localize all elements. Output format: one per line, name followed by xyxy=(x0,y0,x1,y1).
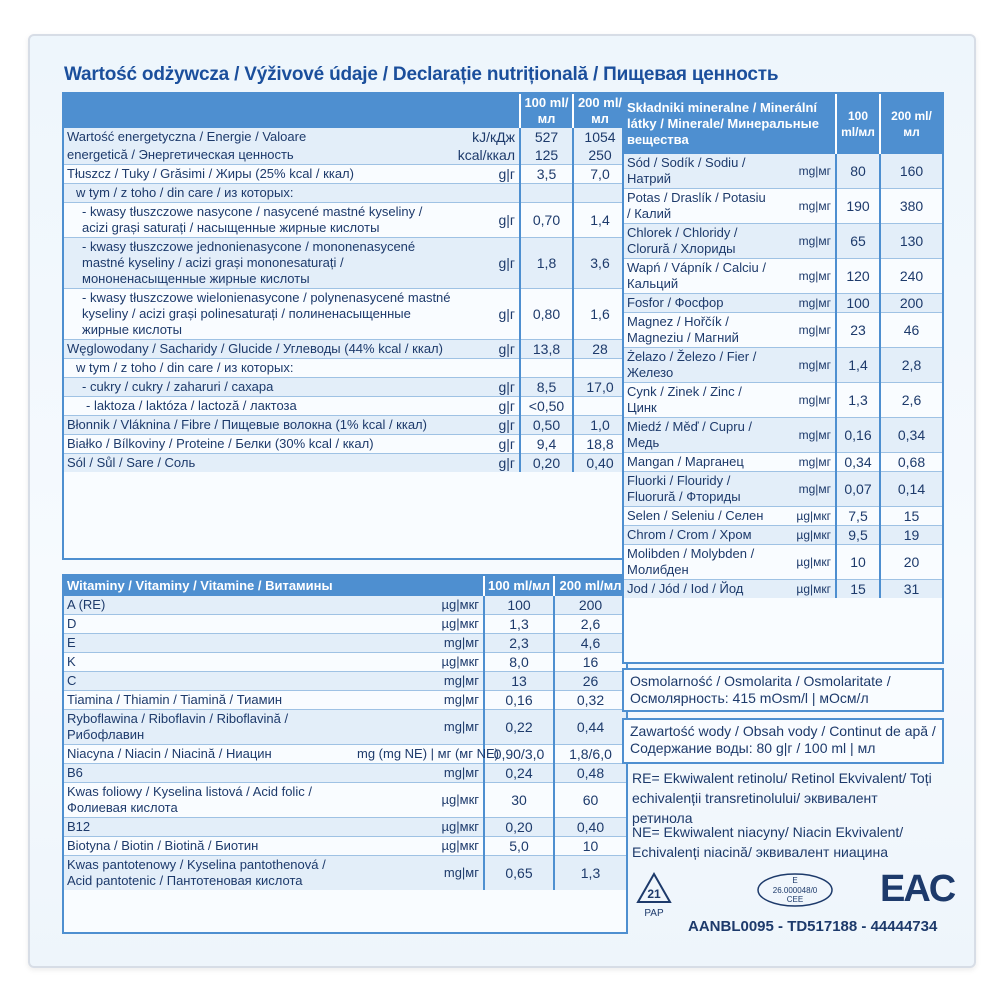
vitamin-label: Kwas foliowy / Kyselina listová / Acid folic / Фолиевая кислота xyxy=(64,783,354,818)
minerals-col1-header: 100 ml/мл xyxy=(836,94,880,154)
mineral-value-200ml: 130 xyxy=(880,224,942,259)
nutrition-value-100ml xyxy=(520,184,573,203)
mineral-value-200ml: 0,14 xyxy=(880,472,942,507)
nutrition-unit: kJ/кДж xyxy=(454,128,520,146)
vitamin-row xyxy=(64,634,626,653)
mineral-value-100ml: 1,3 xyxy=(836,383,880,418)
nutrition-value-200ml: 18,8 xyxy=(573,435,626,454)
mineral-row xyxy=(624,348,942,383)
nutrition-header-unit-blank xyxy=(454,94,520,128)
nutrition-value-100ml: 13,8 xyxy=(520,340,573,359)
nutrition-value-200ml: 17,0 xyxy=(573,378,626,397)
vitamin-value-100ml: 0,22 xyxy=(484,710,554,745)
mineral-value-200ml: 160 xyxy=(880,154,942,189)
vitamin-label: Niacyna / Niacin / Niacină / Ниацин xyxy=(64,745,354,764)
water-line2: Содержание воды: 80 g|г / 100 ml | мл xyxy=(630,740,876,756)
mineral-label: Magnez / Hořčík / Magneziu / Магний xyxy=(624,313,774,348)
vitamin-value-200ml: 0,32 xyxy=(554,691,626,710)
nutrition-value-200ml xyxy=(573,359,626,378)
vitamin-value-200ml: 16 xyxy=(554,653,626,672)
mineral-value-200ml: 31 xyxy=(880,580,942,599)
e-mark-bottom: CEE xyxy=(786,895,804,904)
mineral-row xyxy=(624,224,942,259)
nutrition-row xyxy=(64,397,626,416)
vitamin-unit: mg|мг xyxy=(354,691,484,710)
vitamin-row xyxy=(64,856,626,891)
nutrition-row xyxy=(64,146,626,165)
mineral-label: Chlorek / Chloridy / Clorură / Хлориды xyxy=(624,224,774,259)
vitamin-value-100ml: 0,16 xyxy=(484,691,554,710)
mineral-row xyxy=(624,418,942,453)
mineral-label: Potas / Draslík / Potasiu / Калий xyxy=(624,189,774,224)
nutrition-label: - cukry / cukry / zaharuri / сахара xyxy=(64,378,454,397)
nutrition-col1-header: 100 ml/мл xyxy=(520,94,573,128)
nutrition-unit: kcal/ккал xyxy=(454,146,520,165)
vitamin-value-200ml: 200 xyxy=(554,596,626,615)
mineral-value-200ml: 15 xyxy=(880,507,942,526)
nutrition-label: - kwasy tłuszczowe wielonienasycone / polynenasycené mastné kyseliny / acizi grași polinesaturați / полиненасыщенные жирные кислоты xyxy=(64,289,454,340)
vitamin-label: K xyxy=(64,653,354,672)
mineral-label: Mangan / Марганец xyxy=(624,453,774,472)
mineral-row xyxy=(624,383,942,418)
nutrition-header-blank xyxy=(64,94,454,128)
mineral-label: Molibden / Molybden / Молибден xyxy=(624,545,774,580)
minerals-header-row xyxy=(624,94,942,154)
vitamin-unit: µg|мкг xyxy=(354,783,484,818)
nutrition-value-100ml: 0,50 xyxy=(520,416,573,435)
vitamin-unit: mg|мг xyxy=(354,856,484,891)
vitamin-row xyxy=(64,710,626,745)
vitamin-value-200ml: 1,8/6,0 xyxy=(554,745,626,764)
nutrition-row xyxy=(64,416,626,435)
mineral-row xyxy=(624,313,942,348)
mineral-unit: µg|мкг xyxy=(774,526,836,545)
mineral-label: Selen / Seleniu / Селен xyxy=(624,507,774,526)
nutrition-panel xyxy=(62,92,628,560)
nutrition-unit xyxy=(454,359,520,378)
vitamin-row xyxy=(64,837,626,856)
nutrition-value-100ml: 1,8 xyxy=(520,238,573,289)
vitamin-label: A (RE) xyxy=(64,596,354,615)
mineral-row xyxy=(624,507,942,526)
mineral-row xyxy=(624,189,942,224)
nutrition-row xyxy=(64,203,626,238)
e-mark-icon xyxy=(756,872,834,908)
vitamin-label: B12 xyxy=(64,818,354,837)
nutrition-row xyxy=(64,378,626,397)
vitamin-row xyxy=(64,672,626,691)
nutrition-value-200ml: 250 xyxy=(573,146,626,165)
vitamin-value-200ml: 1,3 xyxy=(554,856,626,891)
vitamins-col2-header: 200 ml/мл xyxy=(554,576,626,596)
vitamin-value-200ml: 2,6 xyxy=(554,615,626,634)
mineral-value-100ml: 0,16 xyxy=(836,418,880,453)
mineral-label: Cynk / Zinek / Zinc / Цинк xyxy=(624,383,774,418)
mineral-value-200ml: 0,68 xyxy=(880,453,942,472)
nutrition-label: w tym / z toho / din care / из которых: xyxy=(64,184,454,203)
vitamin-value-100ml: 1,3 xyxy=(484,615,554,634)
nutrition-unit: g|г xyxy=(454,238,520,289)
mineral-value-200ml: 380 xyxy=(880,189,942,224)
vitamin-value-100ml: 100 xyxy=(484,596,554,615)
vitamin-unit: µg|мкг xyxy=(354,596,484,615)
vitamin-value-100ml: 2,3 xyxy=(484,634,554,653)
vitamin-value-100ml: 0,90/3,0 xyxy=(484,745,554,764)
mineral-unit: mg|мг xyxy=(774,472,836,507)
vitamin-label: B6 xyxy=(64,764,354,783)
nutrition-label: Tłuszcz / Tuky / Grăsimi / Жиры (25% kcal / ккал) xyxy=(64,165,454,184)
vitamin-label: Biotyna / Biotin / Biotină / Биотин xyxy=(64,837,354,856)
mineral-row xyxy=(624,154,942,189)
vitamin-label: Ryboflawina / Riboflavin / Riboflavină / Рибофлавин xyxy=(64,710,354,745)
vitamin-unit: mg|мг xyxy=(354,634,484,653)
eac-logo: EAC xyxy=(880,868,955,910)
vitamin-value-200ml: 26 xyxy=(554,672,626,691)
mineral-value-100ml: 80 xyxy=(836,154,880,189)
vitamin-row xyxy=(64,653,626,672)
nutrition-row xyxy=(64,340,626,359)
vitamin-value-100ml: 30 xyxy=(484,783,554,818)
mineral-value-100ml: 0,07 xyxy=(836,472,880,507)
vitamin-unit: mg|мг xyxy=(354,710,484,745)
mineral-value-100ml: 10 xyxy=(836,545,880,580)
mineral-unit: mg|мг xyxy=(774,383,836,418)
recycle-icon xyxy=(634,870,674,920)
nutrition-value-200ml: 1,4 xyxy=(573,203,626,238)
nutrition-label: energetică / Энергетическая ценность xyxy=(64,146,454,165)
minerals-table xyxy=(624,94,942,598)
nutrition-unit: g|г xyxy=(454,378,520,397)
mineral-unit: mg|мг xyxy=(774,453,836,472)
mineral-unit: mg|мг xyxy=(774,313,836,348)
mineral-unit: mg|мг xyxy=(774,259,836,294)
nutrition-label: - kwasy tłuszczowe jednonienasycone / mononenasycené mastné kyseliny / acizi grași mononesaturați / мононенасыщенные жирные кислоты xyxy=(64,238,454,289)
nutrition-label: - kwasy tłuszczowe nasycone / nasycené mastné kyseliny / acizi grași saturați / насыщенные жирные кислоты xyxy=(64,203,454,238)
vitamin-value-200ml: 0,48 xyxy=(554,764,626,783)
vitamin-row xyxy=(64,764,626,783)
nutrition-label: Białko / Bílkoviny / Proteine / Белки (30% kcal / ккал) xyxy=(64,435,454,454)
osmolarity-line2: Осмолярность: 415 mOsm/l | мОсм/л xyxy=(630,690,869,706)
nutrition-row xyxy=(64,435,626,454)
nutrition-unit: g|г xyxy=(454,289,520,340)
vitamin-unit: µg|мкг xyxy=(354,837,484,856)
vitamin-row xyxy=(64,615,626,634)
mineral-value-100ml: 100 xyxy=(836,294,880,313)
nutrition-unit: g|г xyxy=(454,203,520,238)
nutrition-unit: g|г xyxy=(454,454,520,473)
nutrition-col2-header: 200 ml/мл xyxy=(573,94,626,128)
mineral-label: Żelazo / Železo / Fier / Железо xyxy=(624,348,774,383)
mineral-value-100ml: 0,34 xyxy=(836,453,880,472)
nutrition-value-200ml: 0,40 xyxy=(573,454,626,473)
nutrition-value-200ml xyxy=(573,397,626,416)
mineral-unit: µg|мкг xyxy=(774,545,836,580)
mineral-value-100ml: 190 xyxy=(836,189,880,224)
mineral-label: Sód / Sodík / Sodiu / Натрий xyxy=(624,154,774,189)
vitamin-label: D xyxy=(64,615,354,634)
mineral-unit: mg|мг xyxy=(774,224,836,259)
re-note: RE= Ekwiwalent retinolu/ Retinol Ekvivalent/ Toți echivalenții transretinolului/ эквивалент ретинола xyxy=(632,770,932,826)
vitamin-unit: µg|мкг xyxy=(354,653,484,672)
nutrition-label: Błonnik / Vláknina / Fibre / Пищевые волокна (1% kcal / ккал) xyxy=(64,416,454,435)
nutrition-value-100ml: 527 xyxy=(520,128,573,146)
mineral-row xyxy=(624,545,942,580)
vitamin-row xyxy=(64,596,626,615)
recycle-label: PAP xyxy=(644,908,664,919)
mineral-row xyxy=(624,294,942,313)
vitamins-table xyxy=(64,576,626,890)
mineral-label: Fluorki / Flouridy / Fluorură / Фториды xyxy=(624,472,774,507)
nutrition-table xyxy=(64,94,626,472)
vitamin-value-200ml: 10 xyxy=(554,837,626,856)
nutrition-value-200ml: 1,0 xyxy=(573,416,626,435)
vitamin-value-200ml: 4,6 xyxy=(554,634,626,653)
vitamins-header-row xyxy=(64,576,626,596)
mineral-value-200ml: 2,8 xyxy=(880,348,942,383)
vitamin-value-100ml: 0,65 xyxy=(484,856,554,891)
nutrition-value-100ml xyxy=(520,359,573,378)
vitamins-panel xyxy=(62,574,628,934)
mineral-unit: mg|мг xyxy=(774,154,836,189)
vitamin-value-200ml: 0,44 xyxy=(554,710,626,745)
nutrition-value-200ml: 7,0 xyxy=(573,165,626,184)
nutrition-unit: g|г xyxy=(454,416,520,435)
vitamin-row xyxy=(64,818,626,837)
nutrition-unit xyxy=(454,184,520,203)
mineral-value-100ml: 9,5 xyxy=(836,526,880,545)
nutrition-row xyxy=(64,359,626,378)
vitamin-unit: mg (mg NE) | мг (мг NE) xyxy=(354,745,484,764)
nutrition-row xyxy=(64,289,626,340)
mineral-label: Fosfor / Фосфор xyxy=(624,294,774,313)
vitamin-value-100ml: 13 xyxy=(484,672,554,691)
mineral-value-200ml: 2,6 xyxy=(880,383,942,418)
vitamin-unit: mg|мг xyxy=(354,672,484,691)
vitamin-row xyxy=(64,745,626,764)
vitamin-label: Tiamina / Thiamin / Tiamină / Тиамин xyxy=(64,691,354,710)
mineral-row xyxy=(624,472,942,507)
mineral-row xyxy=(624,526,942,545)
mineral-unit: mg|мг xyxy=(774,418,836,453)
e-mark-top: E xyxy=(792,876,798,885)
vitamin-label: Kwas pantotenowy / Kyselina pantothenová / Acid pantotenic / Пантотеновая кислота xyxy=(64,856,354,891)
recycle-number: 21 xyxy=(647,887,661,901)
mineral-value-200ml: 240 xyxy=(880,259,942,294)
vitamin-value-100ml: 0,24 xyxy=(484,764,554,783)
vitamins-header: Witaminy / Vitaminy / Vitamine / Витамины xyxy=(64,576,484,596)
mineral-value-100ml: 1,4 xyxy=(836,348,880,383)
mineral-row xyxy=(624,259,942,294)
vitamin-unit: µg|мкг xyxy=(354,615,484,634)
nutrition-value-100ml: 0,70 xyxy=(520,203,573,238)
nutrition-unit: g|г xyxy=(454,397,520,416)
nutrition-value-200ml xyxy=(573,184,626,203)
mineral-unit: mg|мг xyxy=(774,189,836,224)
vitamin-label: C xyxy=(64,672,354,691)
nutrition-label: Węglowodany / Sacharidy / Glucide / Углеводы (44% kcal / ккал) xyxy=(64,340,454,359)
nutrition-label: Sól / Sůl / Sare / Соль xyxy=(64,454,454,473)
vitamin-label: E xyxy=(64,634,354,653)
mineral-value-200ml: 19 xyxy=(880,526,942,545)
mineral-value-100ml: 120 xyxy=(836,259,880,294)
nutrition-row xyxy=(64,128,626,146)
minerals-panel xyxy=(622,92,944,664)
nutrition-unit: g|г xyxy=(454,165,520,184)
nutrition-row xyxy=(64,238,626,289)
nutrition-value-100ml: 0,20 xyxy=(520,454,573,473)
nutrition-value-100ml: 0,80 xyxy=(520,289,573,340)
nutrition-value-200ml: 28 xyxy=(573,340,626,359)
mineral-unit: µg|мкг xyxy=(774,507,836,526)
vitamin-value-200ml: 0,40 xyxy=(554,818,626,837)
vitamin-row xyxy=(64,691,626,710)
mineral-label: Chrom / Crom / Хром xyxy=(624,526,774,545)
mineral-label: Jod / Jód / Iod / Йод xyxy=(624,580,774,599)
nutrition-label: - laktoza / laktóza / lactoză / лактоза xyxy=(64,397,454,416)
water-line1: Zawartość wody / Obsah vody / Continut de apă / xyxy=(630,723,936,739)
mineral-value-100ml: 23 xyxy=(836,313,880,348)
nutrition-label: Wartość energetyczna / Energie / Valoare xyxy=(64,128,454,146)
nutrition-row xyxy=(64,184,626,203)
mineral-value-100ml: 7,5 xyxy=(836,507,880,526)
mineral-value-200ml: 20 xyxy=(880,545,942,580)
mineral-value-200ml: 46 xyxy=(880,313,942,348)
minerals-header: Składniki mineralne / Minerální látky / Minerale/ Минеральные вещества xyxy=(624,94,836,154)
minerals-col2-header: 200 ml/мл xyxy=(880,94,942,154)
mineral-value-100ml: 65 xyxy=(836,224,880,259)
vitamin-unit: mg|мг xyxy=(354,764,484,783)
product-code: AANBL0095 - TD517188 - 44444734 xyxy=(688,918,938,935)
osmolarity-line1: Osmolarność / Osmolarita / Osmolaritate / xyxy=(630,673,891,689)
water-box xyxy=(622,718,944,764)
nutrition-value-100ml: 8,5 xyxy=(520,378,573,397)
nutrition-value-100ml: <0,50 xyxy=(520,397,573,416)
vitamin-value-200ml: 60 xyxy=(554,783,626,818)
vitamin-row xyxy=(64,783,626,818)
mineral-row xyxy=(624,580,942,599)
vitamin-value-100ml: 0,20 xyxy=(484,818,554,837)
nutrition-row xyxy=(64,165,626,184)
mineral-label: Miedź / Měď / Cupru / Медь xyxy=(624,418,774,453)
nutrition-value-200ml: 3,6 xyxy=(573,238,626,289)
nutrition-header-row xyxy=(64,94,626,128)
nutrition-label: w tym / z toho / din care / из которых: xyxy=(64,359,454,378)
nutrition-row xyxy=(64,454,626,473)
mineral-value-200ml: 200 xyxy=(880,294,942,313)
nutrition-value-100ml: 9,4 xyxy=(520,435,573,454)
mineral-unit: mg|мг xyxy=(774,348,836,383)
mineral-value-100ml: 15 xyxy=(836,580,880,599)
vitamin-value-100ml: 8,0 xyxy=(484,653,554,672)
mineral-row xyxy=(624,453,942,472)
mineral-value-200ml: 0,34 xyxy=(880,418,942,453)
nutrition-value-100ml: 125 xyxy=(520,146,573,165)
vitamins-col1-header: 100 ml/мл xyxy=(484,576,554,596)
nutrition-unit: g|г xyxy=(454,435,520,454)
vitamin-unit: µg|мкг xyxy=(354,818,484,837)
nutrition-value-200ml: 1,6 xyxy=(573,289,626,340)
mineral-label: Wapń / Vápník / Calciu / Кальций xyxy=(624,259,774,294)
mineral-unit: mg|мг xyxy=(774,294,836,313)
ne-note: NE= Ekwiwalent niacyny/ Niacin Ekvivalent/ Echivalenți niacină/ эквивалент ниацина xyxy=(632,824,904,860)
mineral-unit: µg|мкг xyxy=(774,580,836,599)
nutrition-value-200ml: 1054 xyxy=(573,128,626,146)
nutrition-value-100ml: 3,5 xyxy=(520,165,573,184)
page-title: Wartość odżywcza / Výživové údaje / Declarație nutrițională / Пищевая ценность xyxy=(64,64,779,85)
vitamin-value-100ml: 5,0 xyxy=(484,837,554,856)
osmolarity-box xyxy=(622,668,944,712)
e-mark-code: 26.000048/0 xyxy=(772,886,818,895)
nutrition-unit: g|г xyxy=(454,340,520,359)
